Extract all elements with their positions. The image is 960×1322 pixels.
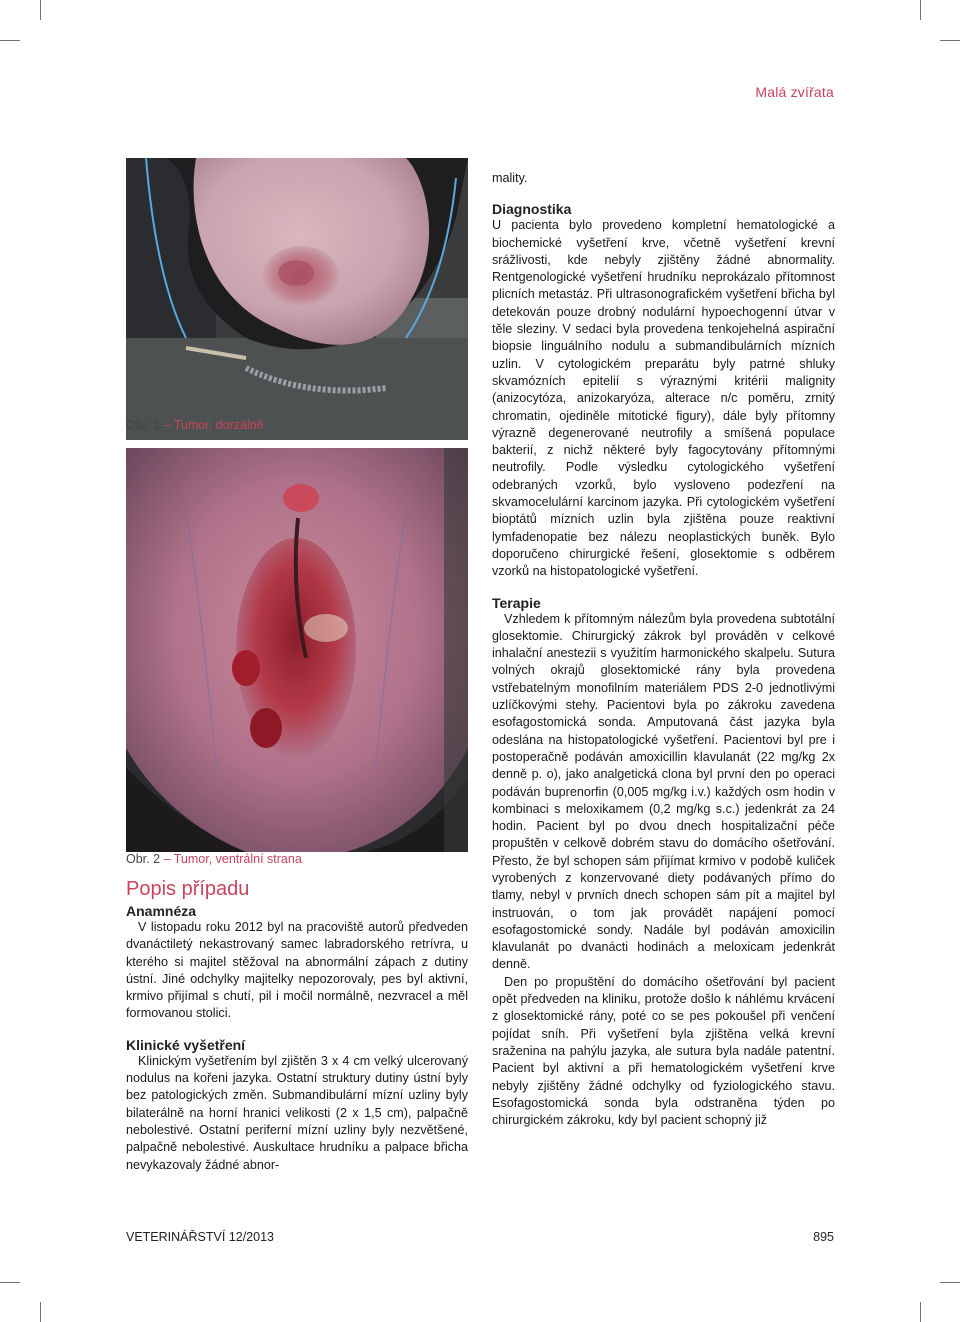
crop-mark <box>0 1282 20 1283</box>
crop-mark <box>40 1302 41 1322</box>
klinicke-heading: Klinické vyšetření <box>126 1036 246 1053</box>
diagnostika-text: U pacienta bylo provedeno kompletní hematologické a biochemické vyšetření krve, včetně vyšetření krevní srážlivosti, kde nebyly zjištěny žádné abnormality. Rentgenologické vyšetření hrudníku neprokázalo přítomnost plicních metastáz. Při ultrasonografickém vyšetření břicha byl detekován pouze drobný nodulární hypoechogenní útvar v těle sleziny. V sedaci byla provedena tenkojehelná aspirační biopsie linguálního nodulu a submandibulárních mízních uzlin. V cytologickém preparátu byly patrné shluky skvamózních epitelií s výraznými kritérii malignity (anizocytóza, anizokaryóza, alterace n/c poměru, zrnitý chromatin, ojediněle mitotické figury), dále byly přítomny výrazně degenerované neutrofily a smíšená populace bakterií, z nichž některé byly fagocytovány přítomnými neutrofily. Podle výsledku cytologického vyšetření odebraných vzorků, bylo vysloveno podezření na skvamocelulární karcinom jazyka. Při cytologickém vyšetření bioptátů mízních uzlin byla zjištěna pouze reaktivní lymfadenopatie bez nálezu neoplastických buněk. Bylo doporučeno chirurgické řešení, glosektomie s odběrem vzorků na histopatologické vyšetření. <box>492 218 835 579</box>
klinicke-text: Klinickým vyšetřením byl zjištěn 3 x 4 cm velký ulcerovaný nodulus na kořeni jazyka. Ostatní struktury dutiny ústní byly bez patologických změn. Submandibulární mízní uzliny byly bilaterálně na horní hranici velikosti (2 x 1,5 cm), palpačně nebolestivé. Ostatní periferní mízní uzliny byly nezvětšené, palpačně nebolestivé. Auskultace hrudníku a palpace břicha nevykazovaly žádné abnor- <box>126 1053 468 1172</box>
anamneza-text: V listopadu roku 2012 byl na pracoviště autorů předveden dvanáctiletý nekastrovaný samec labradorského retrívra, u kterého si majitel stěžoval na abnormální zápach z dutiny ústní. Jiné odchylky majitelky nepozorovaly, pes byl aktivní, krmivo přijímal s chutí, pil i močil normálně, nezvracel a měl formovanou stolici. <box>126 920 468 1021</box>
figure-1-caption: Obr. 1 – Tumor, dorzálně <box>126 418 264 432</box>
case-title: Popis případu <box>126 878 250 900</box>
terapie-text-2: Den po propuštění do domácího ošetřování byl pacient opět předveden na kliniku, protože došlo k náhlému krvácení z glosektomické rány, poté co se pes pokoušel při venčení pojídat sníh. Při vyšetření byla zjištěna velká krevní sraženina na pahýlu jazyka, ale sutura byla nadále patentní. Pacient byl aktivní a při hematologickém vyšetření krve nebyly zjištěny žádné odchylky od fyziologického stavu. Esofagostomická sonda byla odstraněna týden po chirurgickém zákroku, kdy byl pacient schopný již <box>492 974 835 1128</box>
crop-mark <box>40 0 41 20</box>
footer-page-number: 895 <box>813 1230 834 1244</box>
crop-mark <box>0 40 20 41</box>
footer-journal: VETERINÁŘSTVÍ 12/2013 <box>126 1230 274 1244</box>
right-column <box>492 170 835 1129</box>
diagnostika-heading: Diagnostika <box>492 201 572 218</box>
crop-mark <box>940 1282 960 1283</box>
terapie-heading: Terapie <box>492 594 541 611</box>
crop-mark <box>920 0 921 20</box>
crop-mark <box>920 1302 921 1322</box>
section-label: Malá zvířata <box>755 84 834 100</box>
figure-2-photo <box>126 448 468 852</box>
terapie-text-1: Vzhledem k přítomným nálezům byla provedena subtotální glosektomie. Chirurgický zákrok byl prováděn v celkové inhalační anestezii s využitím harmonického skalpelu. Sutura volných okrajů glosektomické rány byla provedena vstřebatelným monofilním materiálem PDS 2-0 jednotlivými uzlíčkovými stehy. Pacientovi byla po zákroku zavedena esofagostomická sonda. Amputovaná část jazyka byla odeslána na histopatologické vyšetření. Pacientovi byl pre i postoperačně podáván amoxicillin klavulanát (22 mg/kg 2x denně p. o), jako analgetická clona byl první den po operaci podáván buprenorfin (0,005 mg/kg i.v.) každých osm hodin v kombinaci s meloxikamem (0,2 mg/kg s.c.) jedenkrát za 24 hodin. Pacient byl po dvou dnech hospitalizační péče propuštěn v celkově dobrém stavu do domácího ošetřování. Přesto, že byl schopen sám přijímat krmivo v podobě kuliček vyrobených z konzervované diety podávaných přímo do tlamy, nebyl v prvních dnech schopen sám pít a majitel byl instruován, o tom jak provádět napájení pomocí esofagostomické sondy. Nadále byl podáván amoxicilin klavulanát po dvanácti hodinách a meloxicam jedenkrát denně. <box>492 611 835 972</box>
figure-1-photo <box>126 158 468 440</box>
figure-2-caption: Obr. 2 – Tumor, ventrální strana <box>126 852 302 866</box>
crop-mark <box>940 40 960 41</box>
anamneza-heading: Anamnéza <box>126 903 197 919</box>
continuation-text: mality. <box>492 171 528 185</box>
left-column <box>126 878 468 1174</box>
